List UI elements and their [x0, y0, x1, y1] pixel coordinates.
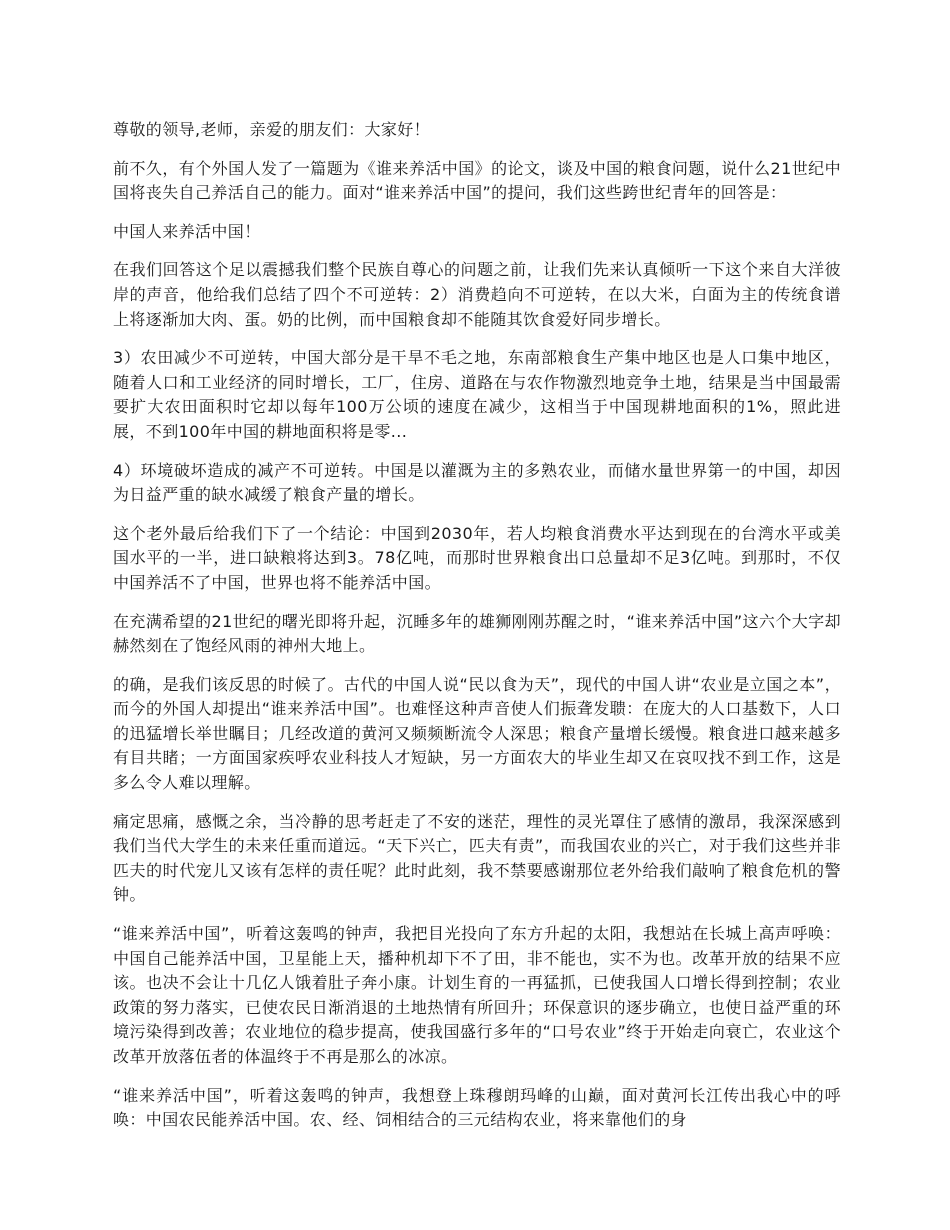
- intro-paragraph: 前不久，有个外国人发了一篇题为《谁来养活中国》的论文，谈及中国的粮食问题，说什么21世纪中国将丧失自己养活自己的能力。面对“谁来养活中国”的提问，我们这些跨世纪青年的回答是：: [113, 158, 841, 203]
- responsibility-paragraph: 痛定思痛，感慨之余，当冷静的思考赶走了不安的迷茫，理性的灵光罩住了感情的激昂，我深深感到我们当代大学生的未来任重而道远。“天下兴亡，匹夫有责”，而我国农业的兴亡，对于我们这些并非匹夫的时代宠儿又该有怎样的责任呢？此时此刻，我不禁要感谢那位老外给我们敲响了粮食危机的警钟。: [113, 811, 841, 905]
- greeting-paragraph: 尊敬的领导,老师，亲爱的朋友们：大家好！: [113, 120, 431, 139]
- answer-paragraph: 中国人来养活中国！: [113, 221, 261, 241]
- environment-paragraph: 4）环境破坏造成的减产不可逆转。中国是以灌溉为主的多熟农业，而储水量世界第一的中国，却因为日益严重的缺水减缓了粮食产量的增长。: [113, 460, 841, 505]
- dawn-paragraph: 在充满希望的21世纪的曙光即将升起，沉睡多年的雄狮刚刚苏醒之时，“谁来养活中国”这六个大字却赫然刻在了饱经风雨的神州大地上。: [113, 611, 841, 656]
- farmland-paragraph: 3）农田减少不可逆转，中国大部分是干旱不毛之地，东南部粮食生产集中地区也是人口集中地区，随着人口和工业经济的同时增长，工厂，住房、道路在与农作物激烈地竞争土地，结果是当中国最需要扩大农田面积时它却以每年100万公顷的速度在减少，这相当于中国现耕地面积的1%，照此进展，不到100年中国的耕地面积将是零...: [113, 348, 841, 441]
- everest-paragraph: “谁来养活中国”，听着这轰鸣的钟声，我想登上珠穆朗玛峰的山巅，面对黄河长江传出我心中的呼唤：中国农民能养活中国。农、经、饲相结合的三元结构农业，将来靠他们的身: [113, 1085, 841, 1130]
- great-wall-paragraph: “谁来养活中国”，听着这轰鸣的钟声，我把目光投向了东方升起的太阳，我想站在长城上高声呼唤：中国自己能养活中国，卫星能上天，播种机却下不了田，非不能也，实不为也。改革开放的结果不应该。也决不会让十几亿人饿着肚子奔小康。计划生育的一再猛抓，已使我国人口增长得到控制；农业政策的努力落实，已使农民日渐消退的土地热情有所回升；环保意识的逐步确立，也使日益严重的环境污染得到改善；农业地位的稳步提高，使我国盛行多年的“口号农业”终于开始走向衰亡，农业这个改革开放落伍者的体温终于不再是那么的冰凉。: [113, 924, 841, 1066]
- reflection-paragraph: 的确，是我们该反思的时候了。古代的中国人说“民以食为天”，现代的中国人讲“农业是立国之本”，而今的外国人却提出“谁来养活中国”。也难怪这种声音使人们振聋发聩：在庞大的人口基数下，人口的迅猛增长举世瞩目；几经改道的黄河又频频断流令人深思；粮食产量增长缓慢。粮食进口越来越多有目共睹；一方面国家疾呼农业科技人才短缺，另一方面农大的毕业生却又在哀叹找不到工作，这是多么令人难以理解。: [113, 674, 841, 793]
- document-body: [113, 118, 841, 1147]
- conclusion-paragraph: 这个老外最后给我们下了一个结论：中国到2030年，若人均粮食消费水平达到现在的台湾水平或美国水平的一半，进口缺粮将达到3。78亿吨，而那时世界粮食出口总量却不足3亿吨。到那时，不仅中国养活不了中国，世界也将不能养活中国。: [113, 523, 841, 592]
- irreversible-trends-paragraph: 在我们回答这个足以震撼我们整个民族自尊心的问题之前，让我们先来认真倾听一下这个来自大洋彼岸的声音，他给我们总结了四个不可逆转：2）消费趋向不可逆转，在以大米，白面为主的传统食谱上将逐渐加大肉、蛋。奶的比例，而中国粮食却不能随其饮食爱好同步增长。: [113, 260, 841, 329]
